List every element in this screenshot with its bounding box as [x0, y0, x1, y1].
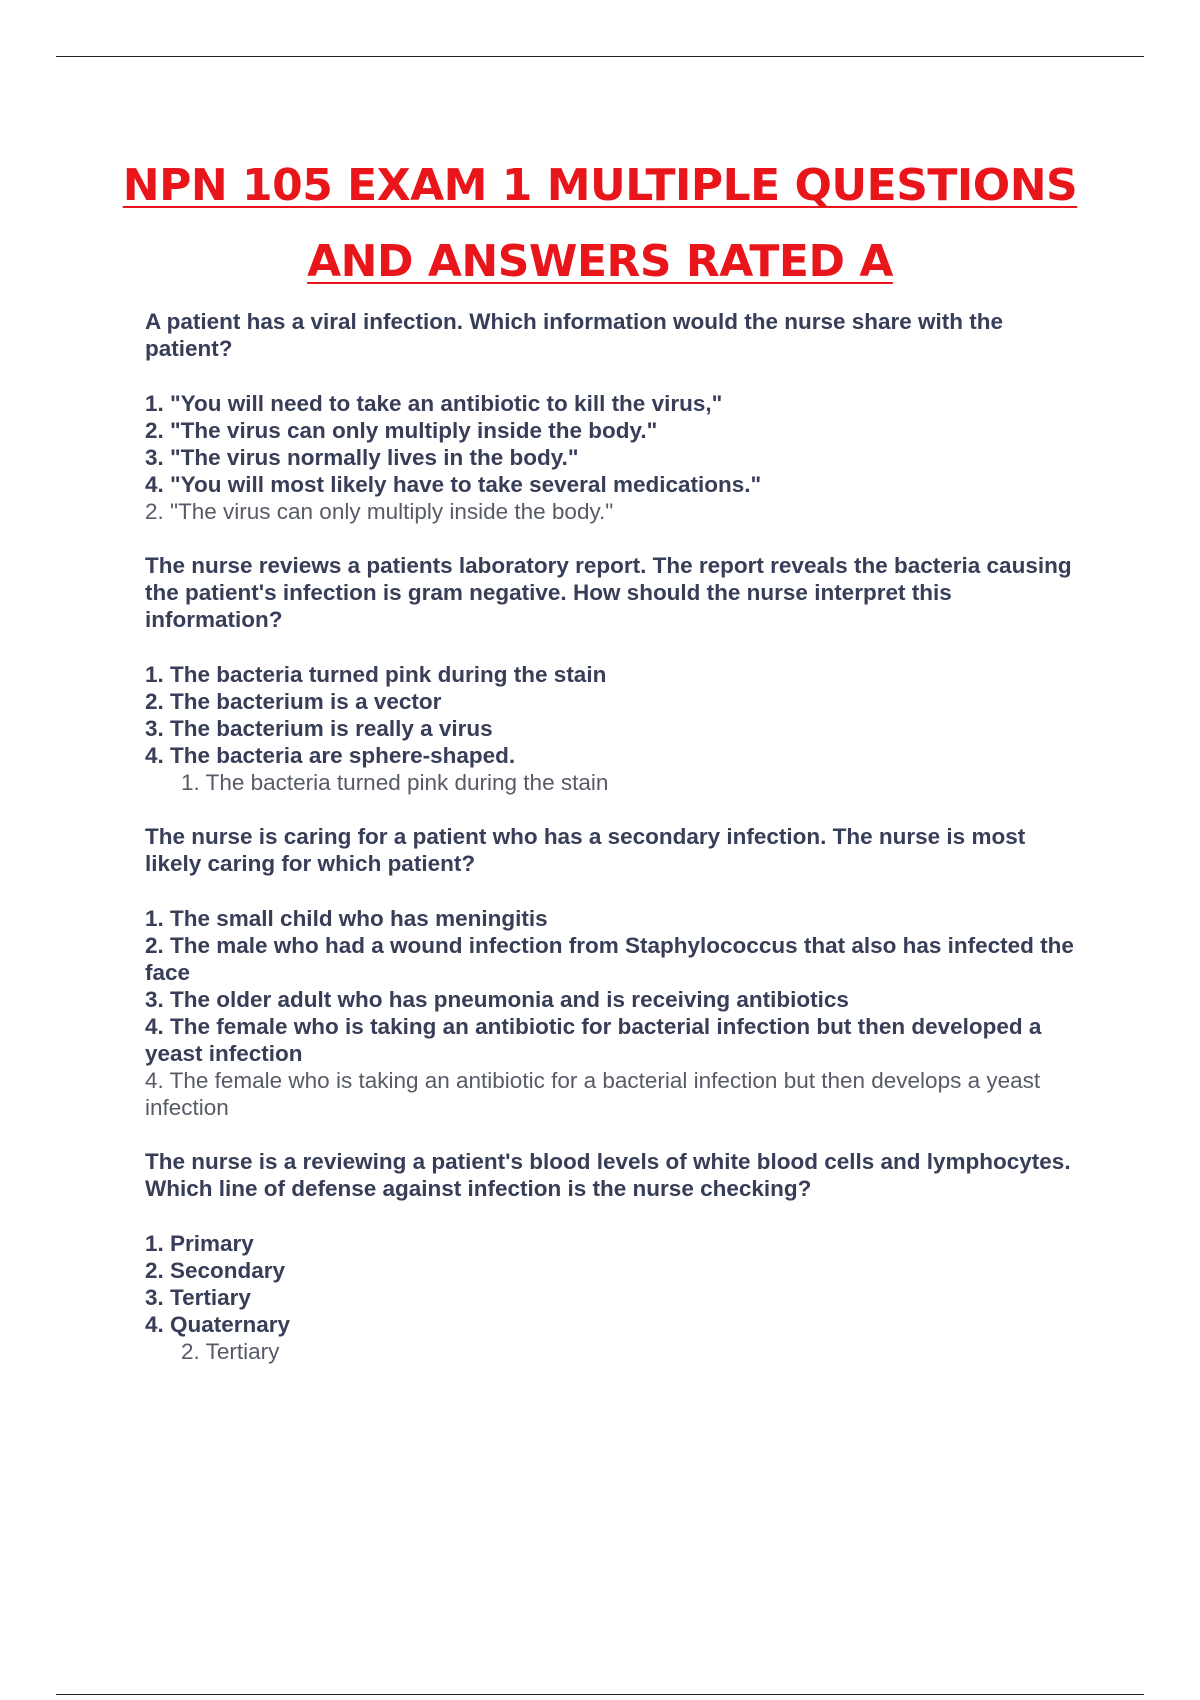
- option-item: 3. The older adult who has pneumonia and is receiving antibiotics: [145, 987, 849, 1012]
- question-block-3: [145, 823, 1080, 1121]
- questions-list: [145, 308, 1080, 1392]
- option-item: 1. The bacteria turned pink during the stain: [145, 662, 607, 687]
- title-line-2: AND ANSWERS RATED A: [307, 236, 893, 287]
- option-item: 4. Quaternary: [145, 1312, 291, 1337]
- bottom-rule: [56, 1694, 1144, 1695]
- option-item: 1. Primary: [145, 1231, 254, 1256]
- options-list: [145, 661, 1080, 769]
- question-block-2: [145, 552, 1080, 796]
- option-item: 2. The male who had a wound infection from Staphylococcus that also has infected the face: [145, 933, 1074, 985]
- top-rule: [56, 56, 1144, 57]
- option-item: 4. "You will most likely have to take several medications.": [145, 472, 762, 497]
- answer-text: 1. The bacteria turned pink during the stain: [181, 770, 609, 795]
- option-item: 1. The small child who has meningitis: [145, 906, 548, 931]
- option-item: 3. "The virus normally lives in the body.": [145, 445, 579, 470]
- options-list: [145, 905, 1080, 1067]
- question-block-1: [145, 308, 1080, 525]
- question-text: The nurse reviews a patients laboratory report. The report reveals the bacteria causing the patient's infection is gram negative. How should the nurse interpret this information?: [145, 553, 1072, 632]
- title-line-1: NPN 105 EXAM 1 MULTIPLE QUESTIONS: [122, 160, 1078, 211]
- option-item: 1. "You will need to take an antibiotic to kill the virus,": [145, 391, 723, 416]
- option-item: 4. The bacteria are sphere-shaped.: [145, 743, 516, 768]
- options-list: [145, 390, 1080, 498]
- options-list: [145, 1230, 1080, 1338]
- answer-text: 2. Tertiary: [181, 1339, 280, 1364]
- document-title: [0, 148, 1200, 300]
- option-item: 3. The bacterium is really a virus: [145, 716, 493, 741]
- option-item: 2. "The virus can only multiply inside the body.": [145, 418, 658, 443]
- question-text: The nurse is caring for a patient who has a secondary infection. The nurse is most likely caring for which patient?: [145, 824, 1026, 876]
- option-item: 4. The female who is taking an antibiotic for bacterial infection but then developed a yeast infection: [145, 1014, 1042, 1066]
- question-text: The nurse is a reviewing a patient's blood levels of white blood cells and lymphocytes. Which line of defense against infection is the nurse checking?: [145, 1149, 1071, 1201]
- question-text: A patient has a viral infection. Which information would the nurse share with the patient?: [145, 309, 1004, 361]
- answer-text: 2. "The virus can only multiply inside the body.": [145, 499, 614, 524]
- option-item: 2. Secondary: [145, 1258, 286, 1283]
- option-item: 3. Tertiary: [145, 1285, 251, 1310]
- answer-text: 4. The female who is taking an antibiotic for a bacterial infection but then develops a yeast infection: [145, 1068, 1041, 1120]
- option-item: 2. The bacterium is a vector: [145, 689, 442, 714]
- question-block-4: [145, 1148, 1080, 1365]
